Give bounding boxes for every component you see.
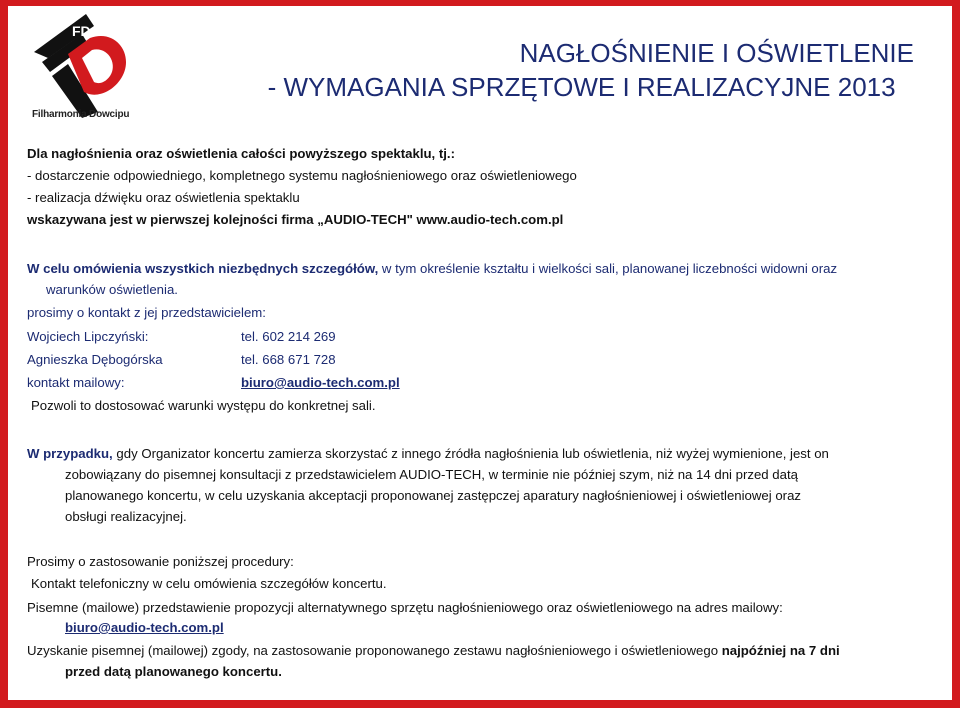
procedure-step-1: Kontakt telefoniczny w celu omówienia szczegółów koncertu. — [31, 576, 387, 591]
contact-lead-bold: W celu omówienia wszystkich niezbędnych szczegółów, — [27, 261, 379, 276]
person-2-tel: tel. 668 671 728 — [241, 352, 336, 367]
contact-lead-cont: warunków oświetlenia. — [46, 282, 178, 297]
procedure-heading: Prosimy o zastosowanie poniższej procedury: — [27, 554, 294, 569]
title-line-1: NAGŁOŚNIENIE I OŚWIETLENIE — [519, 38, 914, 68]
person-2-name: Agnieszka Dębogórska — [27, 352, 163, 367]
contact-lead — [27, 260, 837, 278]
case-bold: W przypadku, — [27, 446, 113, 461]
intro-line-4: wskazywana jest w pierwszej kolejności firma „AUDIO-TECH" www.audio-tech.com.pl — [27, 212, 564, 227]
contact-ask: prosimy o kontakt z jej przedstawicielem: — [27, 305, 266, 320]
procedure-step-2: Pisemne (mailowe) przedstawienie propozycji alternatywnego sprzętu nagłośnieniowego oraz oświetleniowego na adres mailowy: — [27, 600, 783, 615]
step-3-rest: Uzyskanie pisemnej (mailowej) zgody, na zastosowanie proponowanego zestawu nagłośnieniowego i oświetleniowego — [27, 643, 722, 658]
contact-mail-link[interactable]: biuro@audio-tech.com.pl — [241, 375, 400, 390]
case-line-1-rest: gdy Organizator koncertu zamierza skorzystać z innego źródła nagłośnienia lub oświetlenia, niż wyżej wymienione, jest on — [112, 446, 829, 461]
contact-person-1 — [27, 328, 427, 346]
case-line-2: zobowiązany do pisemnej konsultacji z przedstawicielem AUDIO-TECH, w terminie nie później szym, niż na 14 dni przed datą — [65, 467, 798, 482]
document-page — [8, 6, 952, 700]
case-line-3: planowanego koncertu, w celu uzyskania akceptacji proponowanej zastępczej aparatury nagłośnieniowej i oświetleniowej oraz — [65, 488, 802, 503]
person-1-tel: tel. 602 214 269 — [241, 329, 336, 344]
intro-line-1: Dla nagłośnienia oraz oświetlenia całości powyższego spektaklu, tj.: — [27, 146, 455, 161]
case-line-1 — [27, 445, 829, 463]
logo-caption: Filharmonia Dowcipu — [32, 109, 130, 120]
svg-text:FD: FD — [72, 23, 91, 39]
intro-line-3: - realizacja dźwięku oraz oświetlenia spektaklu — [27, 190, 300, 205]
step-3-bold: najpóźniej na 7 dni — [721, 643, 840, 658]
person-1-name: Wojciech Lipczyński: — [27, 329, 149, 344]
contact-person-2 — [27, 351, 427, 369]
contact-note: Pozwoli to dostosować warunki występu do konkretnej sali. — [31, 398, 376, 413]
procedure-step-2-mail[interactable]: biuro@audio-tech.com.pl — [65, 620, 224, 635]
title-line-2: - WYMAGANIA SPRZĘTOWE I REALIZACYJNE 2013 — [267, 72, 896, 102]
filharmonia-logo-icon — [28, 14, 138, 124]
procedure-step-3-bold-cont: przed datą planowanego koncertu. — [65, 664, 282, 679]
case-line-4: obsługi realizacyjnej. — [65, 509, 187, 524]
page-title — [268, 36, 914, 104]
contact-mail-row — [27, 374, 427, 392]
intro-line-2: - dostarczenie odpowiedniego, kompletnego systemu nagłośnieniowego oraz oświetleniowego — [27, 168, 577, 183]
mail-label: kontakt mailowy: — [27, 375, 125, 390]
contact-lead-rest: w tym określenie kształtu i wielkości sali, planowanej liczebności widowni oraz — [378, 261, 838, 276]
procedure-step-3 — [27, 642, 840, 660]
